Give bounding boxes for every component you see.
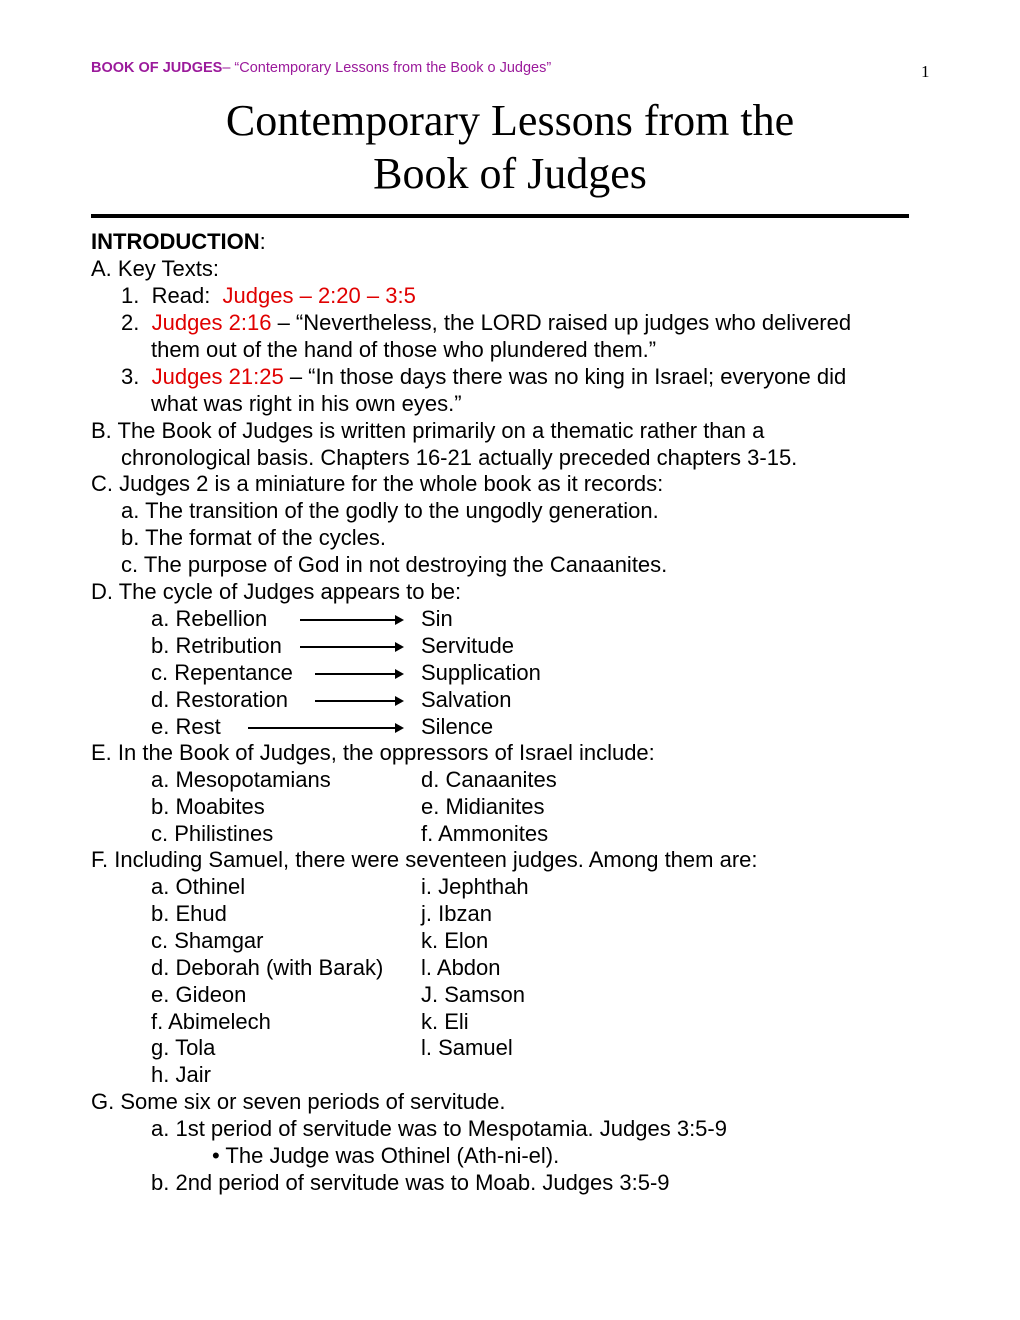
oppressor-f: f. Ammonites bbox=[421, 821, 549, 846]
key-text-3-num: 3. bbox=[121, 364, 140, 389]
title-line-1: Contemporary Lessons from the bbox=[225, 96, 795, 145]
section-a-heading: A. Key Texts: bbox=[91, 256, 219, 281]
key-text-2 bbox=[121, 309, 851, 336]
cycle-from-a: a. Rebellion bbox=[151, 606, 268, 631]
section-c-item-b: b. The format of the cycles. bbox=[121, 525, 386, 550]
oppressor-d: d. Canaanites bbox=[421, 767, 557, 792]
key-text-1-num: 1. bbox=[121, 283, 140, 308]
intro-colon: : bbox=[259, 229, 266, 254]
key-text-2-quote: – “Nevertheless, the LORD raised up judges who delivered bbox=[271, 310, 852, 335]
key-text-1-pre: Read: bbox=[151, 283, 211, 308]
cycle-from-d: d. Restoration bbox=[151, 687, 288, 712]
servitude-b: b. 2nd period of servitude was to Moab. Judges 3:5-9 bbox=[151, 1170, 670, 1195]
judge-right-6: k. Eli bbox=[421, 1009, 469, 1034]
judge-right-4: l. Abdon bbox=[421, 955, 501, 980]
page-number: 1 bbox=[921, 62, 930, 81]
section-c-item-c: c. The purpose of God in not destroying the Canaanites. bbox=[121, 552, 668, 577]
cycle-arrow-b bbox=[300, 646, 402, 648]
judge-right-5: J. Samson bbox=[421, 982, 525, 1007]
oppressor-e: e. Midianites bbox=[421, 794, 545, 819]
servitude-a: a. 1st period of servitude was to Mespotamia. Judges 3:5-9 bbox=[151, 1116, 727, 1141]
header-subtitle: – “Contemporary Lessons from the Book o Judges” bbox=[222, 60, 552, 76]
judge-left-3: c. Shamgar bbox=[151, 928, 264, 953]
cycle-from-c: c. Repentance bbox=[151, 660, 293, 685]
cycle-to-c: Supplication bbox=[421, 660, 541, 685]
key-text-2-continued: them out of the hand of those who plundered them.” bbox=[151, 337, 657, 362]
intro-label: INTRODUCTION bbox=[91, 229, 260, 254]
cycle-to-b: Servitude bbox=[421, 633, 514, 658]
cycle-arrow-d bbox=[315, 700, 402, 702]
cycle-arrow-c bbox=[315, 673, 402, 675]
cycle-arrow-a bbox=[300, 619, 402, 621]
judge-left-6: f. Abimelech bbox=[151, 1009, 271, 1034]
key-text-3-quote: – “In those days there was no king in Israel; everyone did bbox=[283, 364, 847, 389]
judge-left-2: b. Ehud bbox=[151, 901, 227, 926]
section-d-heading: D. The cycle of Judges appears to be: bbox=[91, 579, 462, 604]
judge-left-8: h. Jair bbox=[151, 1062, 211, 1087]
judge-right-7: l. Samuel bbox=[421, 1035, 513, 1060]
section-b-line-2: chronological basis. Chapters 16-21 actually preceded chapters 3-15. bbox=[121, 445, 798, 470]
key-text-1-ref: Judges – 2:20 – 3:5 bbox=[222, 283, 416, 308]
section-f-heading: F. Including Samuel, there were seventeen judges. Among them are: bbox=[91, 847, 758, 872]
section-b-line-1: B. The Book of Judges is written primarily on a thematic rather than a bbox=[91, 418, 765, 443]
section-c-heading: C. Judges 2 is a miniature for the whole book as it records: bbox=[91, 471, 664, 496]
cycle-from-b: b. Retribution bbox=[151, 633, 282, 658]
judge-left-1: a. Othinel bbox=[151, 874, 246, 899]
section-e-heading: E. In the Book of Judges, the oppressors of Israel include: bbox=[91, 740, 655, 765]
cycle-to-d: Salvation bbox=[421, 687, 512, 712]
cycle-arrow-e bbox=[248, 727, 402, 729]
title-line-2: Book of Judges bbox=[373, 149, 647, 198]
judge-left-7: g. Tola bbox=[151, 1035, 216, 1060]
judge-right-3: k. Elon bbox=[421, 928, 489, 953]
running-header bbox=[91, 60, 551, 76]
intro-heading bbox=[91, 228, 266, 255]
servitude-a-bullet: • The Judge was Othinel (Ath-ni-el). bbox=[212, 1143, 560, 1168]
page-title bbox=[0, 94, 1020, 200]
judge-left-5: e. Gideon bbox=[151, 982, 247, 1007]
oppressor-a: a. Mesopotamians bbox=[151, 767, 331, 792]
title-divider bbox=[91, 214, 909, 218]
judge-left-4: d. Deborah (with Barak) bbox=[151, 955, 384, 980]
oppressor-b: b. Moabites bbox=[151, 794, 265, 819]
header-book: BOOK OF JUDGES bbox=[91, 60, 223, 76]
oppressor-c: c. Philistines bbox=[151, 821, 274, 846]
key-text-3 bbox=[121, 363, 846, 390]
key-text-2-num: 2. bbox=[121, 310, 140, 335]
cycle-to-a: Sin bbox=[421, 606, 453, 631]
key-text-3-continued: what was right in his own eyes.” bbox=[151, 391, 462, 416]
section-c-item-a: a. The transition of the godly to the ungodly generation. bbox=[121, 498, 659, 523]
cycle-from-e: e. Rest bbox=[151, 714, 221, 739]
key-text-2-ref: Judges 2:16 bbox=[151, 310, 272, 335]
section-g-heading: G. Some six or seven periods of servitude. bbox=[91, 1089, 506, 1114]
key-text-1 bbox=[121, 282, 416, 309]
key-text-3-ref: Judges 21:25 bbox=[151, 364, 284, 389]
cycle-to-e: Silence bbox=[421, 714, 494, 739]
judge-right-2: j. Ibzan bbox=[421, 901, 492, 926]
judge-right-1: i. Jephthah bbox=[421, 874, 529, 899]
